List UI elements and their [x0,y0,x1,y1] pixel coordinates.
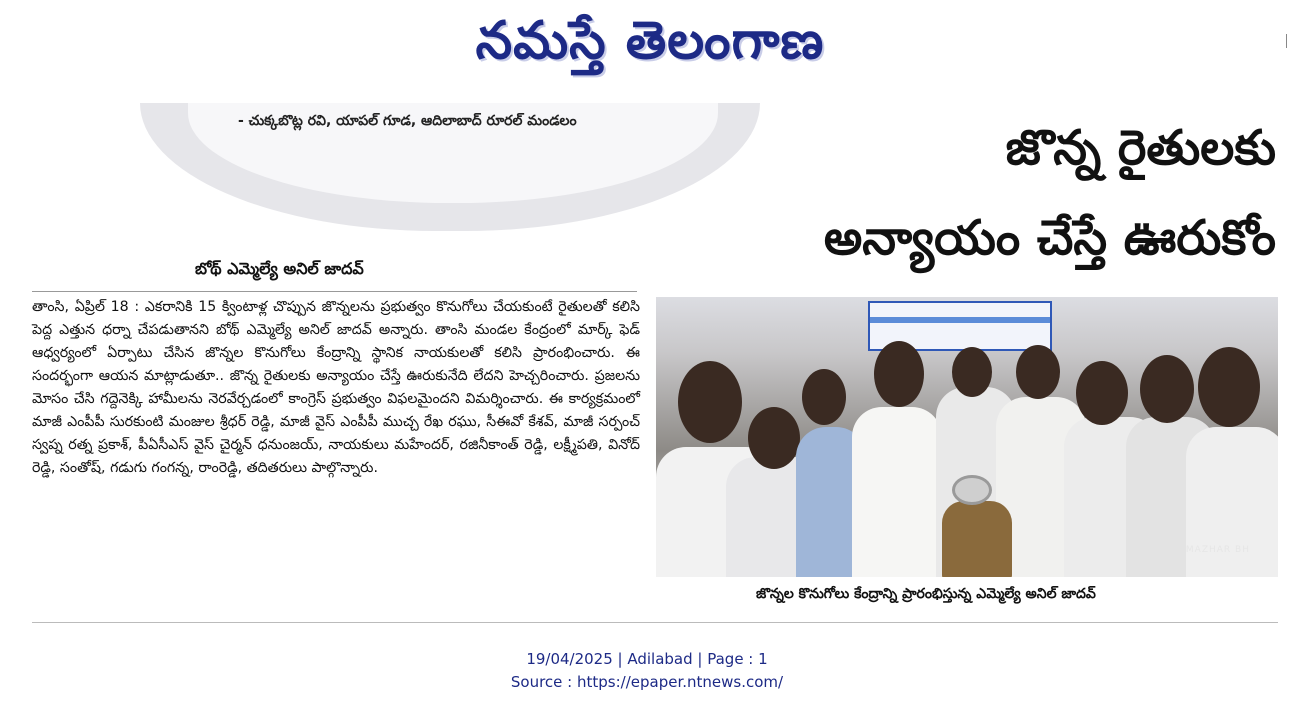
quote-attribution: - చుక్కబొట్ల రవి, యాపల్ గూడ, ఆదిలాబాద్ రూరల్ మండలం [238,113,577,129]
person-head [874,341,924,407]
person-head [1140,355,1194,423]
grain-sack [942,501,1012,577]
person-head [1016,345,1060,399]
page-edge-mark [1286,34,1294,48]
person-head [1198,347,1260,427]
quote-box-inner [188,103,718,203]
byline-divider [32,291,637,292]
person-head [952,347,992,397]
footer-source-link[interactable]: Source : https://epaper.ntnews.com/ [510,673,784,691]
footer-date-edition: 19/04/2025 | Adilabad | Page : 1 [526,650,768,668]
person-head [802,369,846,425]
footer-divider [32,622,1278,623]
photo-watermark: MAZHAR BH [1185,545,1250,555]
headline-line-2: అన్యాయం చేస్తే ఊరుకోం [823,210,1276,266]
quote-box [140,103,760,231]
article-body: తాంసి, ఏప్రిల్ 18 : ఎకరానికి 15 క్వింటాళ్ల చొప్పున జొన్నలను ప్రభుత్వం కొనుగోలు చేయకుంటే రైతులతో కలిసి పెద్ద ఎత్తున ధర్నా చేపడుతానని బోథ్ ఎమ్మెల్యే అనిల్ జాదవ్ అన్నారు. తాంసి మండల కేంద్రంలో మార్క్ ఫెడ్ ఆధ్వర్యంలో ఏర్పాటు చేసిన జొన్నల కొనుగోలు కేంద్రాన్ని స్థానిక నాయకులతో కలిసి ప్రారంభించారు. ఈ సందర్భంగా ఆయన మాట్లాడుతూ.. జొన్న రైతులకు అన్యాయం చేస్తే ఊరుకునేది లేదని హెచ్చరించారు. ప్రజలను మోసం చేసి గద్దెనెక్కి హామీలను నెరవేర్చడంలో కాంగ్రెస్ ప్రభుత్వం విఫలమైందని విమర్శించారు. ఈ కార్యక్రమంలో మాజీ ఎంపీపీ సురకుంటి మంజుల శ్రీధర్ రెడ్డి, మాజీ వైస్ ఎంపీపీ ముచ్చ రేఖ రఘు, సీఈవో కేశవ్, మాజీ సర్పంచ్ స్వప్న రత్న ప్రకాశ్, పీఏసీఎస్ వైస్ చైర్మన్ ధనుంజయ్, నాయకులు మహేందర్, రజినీకాంత్ రెడ్డి, లక్ష్మీపతి, వినోద్ రెడ్డి, సంతోష్, గడుగు గంగన్న, రాంరెడ్డి, తదితరులు పాల్గొన్నారు. [32,299,640,476]
grain-plate [952,475,992,505]
person-head [748,407,800,469]
headline-line-1: జొన్న రైతులకు [1005,120,1276,176]
person-head [678,361,742,443]
person-head [1076,361,1128,425]
person-shape [852,407,942,577]
photo-caption: జొన్నల కొనుగోలు కేంద్రాన్ని ప్రారంభిస్తున్న ఎమ్మెల్యే అనిల్ జాదవ్ [756,586,1096,602]
newspaper-masthead: నమస్తే తెలంగాణ [475,11,825,71]
news-photo [656,297,1278,577]
article-byline: బోథ్ ఎమ్మెల్యే అనిల్ జాదవ్ [195,259,364,278]
